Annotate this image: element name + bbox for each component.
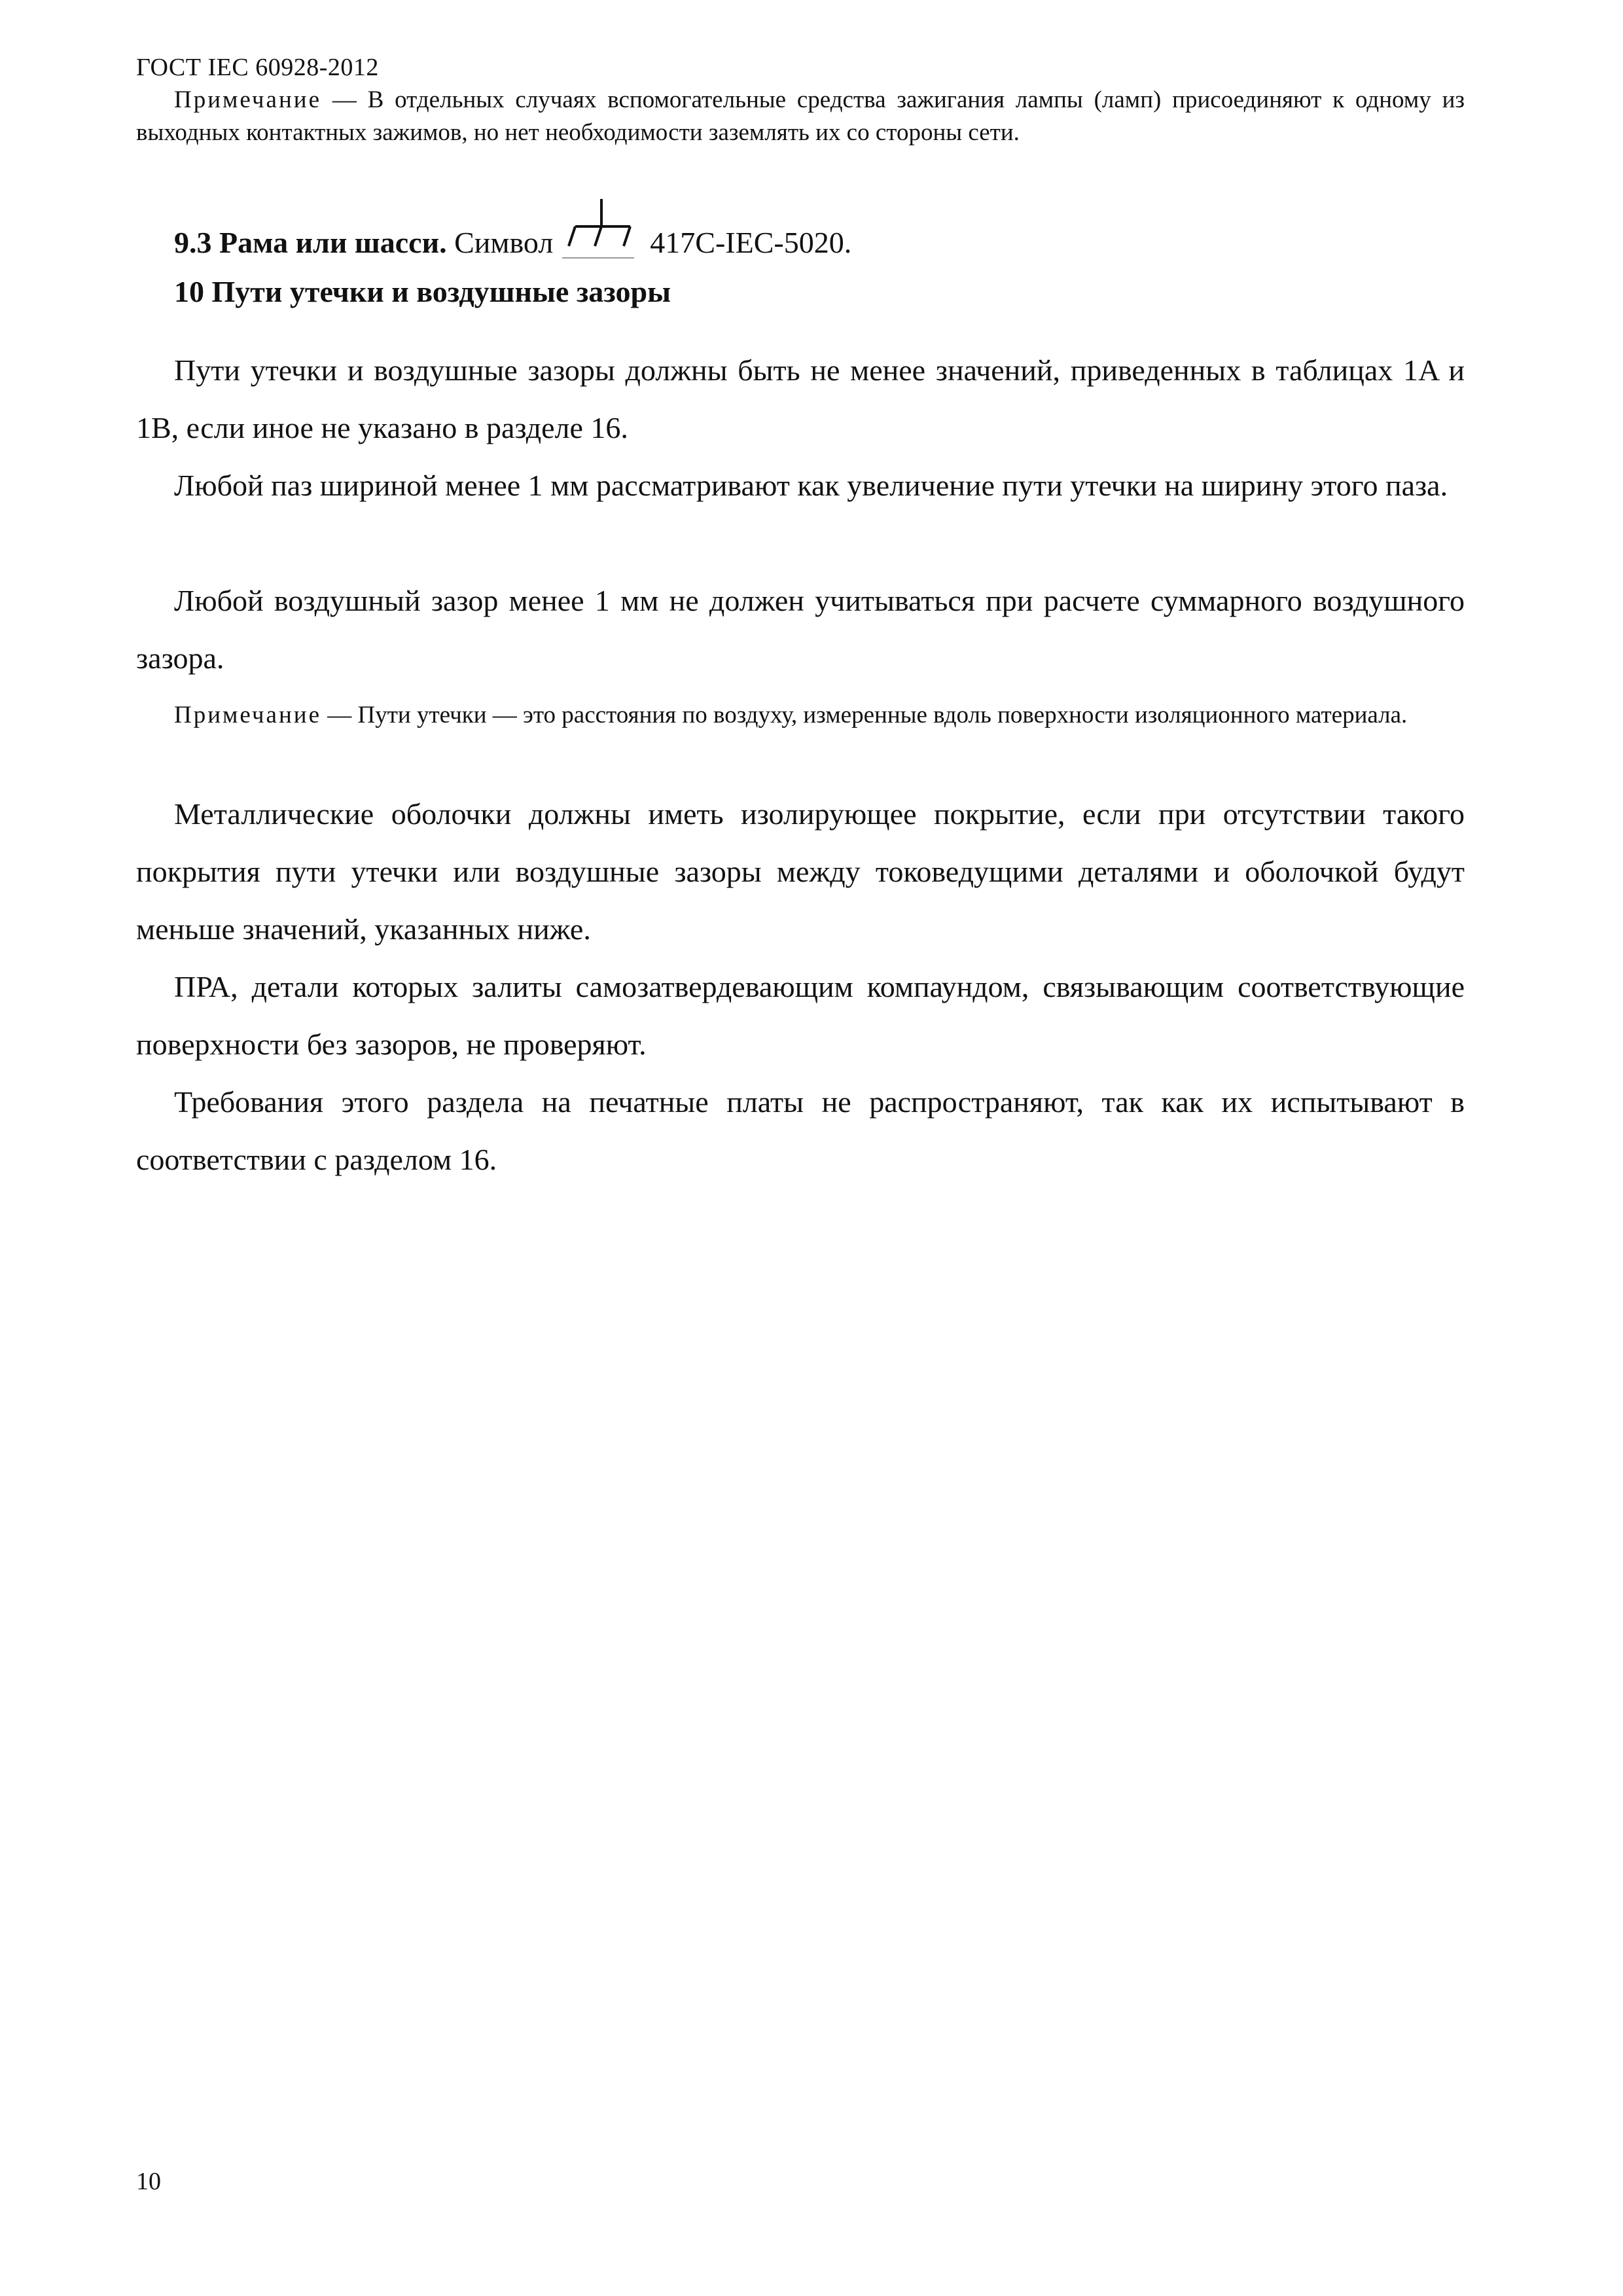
paragraph-text: Любой паз шириной менее 1 мм рассматривают как увеличение пути утечки на ширину этого паза. xyxy=(174,469,1448,502)
page-number: 10 xyxy=(136,2168,161,2195)
note-text: — Пути утечки — это расстояния по воздуху, измеренные вдоль поверхности изоляционного материала. xyxy=(321,702,1408,728)
paragraph xyxy=(136,342,1465,457)
symbol-word: Символ xyxy=(454,226,554,259)
symbol-code: 417C-IEC-5020. xyxy=(650,226,852,259)
paragraph xyxy=(136,958,1465,1073)
note-label: Примечание xyxy=(174,702,321,728)
section-9-3-heading xyxy=(174,196,851,262)
document-header-code: ГОСТ IEC 60928-2012 xyxy=(136,54,379,81)
note-label: Примечание xyxy=(174,86,321,113)
note-text: — В отдельных случаях вспомогательные средства зажигания лампы (ламп) присоединяют к одному из выходных контактных зажимов, но нет необходимости заземлять их со стороны сети. xyxy=(136,86,1465,146)
paragraph-text: ПРА, детали которых залиты самозатвердевающим компаундом, связывающим соответствующие поверхности без зазоров, не проверяют. xyxy=(136,970,1465,1061)
section-9-3-title: 9.3 Рама или шасси. xyxy=(174,226,447,259)
note-middle xyxy=(136,699,1465,732)
paragraph-text: Пути утечки и воздушные зазоры должны быть не менее значений, приведенных в таблицах 1A и 1B, если иное не указано в разделе 16. xyxy=(136,353,1465,444)
paragraph xyxy=(136,457,1465,514)
section-10-heading xyxy=(174,272,671,312)
paragraph xyxy=(136,785,1465,958)
note-top xyxy=(136,84,1465,149)
section-10-title: 10 Пути утечки и воздушные зазоры xyxy=(174,275,671,308)
paragraph-text: Любой воздушный зазор менее 1 мм не должен учитываться при расчете суммарного воздушного зазора. xyxy=(136,584,1465,675)
paragraph-text: Требования этого раздела на печатные платы не распространяют, так как их испытывают в соответствии с разделом 16. xyxy=(136,1085,1465,1176)
paragraph xyxy=(136,572,1465,687)
frame-chassis-symbol-icon xyxy=(558,196,643,262)
paragraph-text: Металлические оболочки должны иметь изолирующее покрытие, если при отсутствии такого покрытия пути утечки или воздушные зазоры между токоведущими деталями и оболочкой будут меньше значений, указанных ниже. xyxy=(136,797,1465,946)
paragraph xyxy=(136,1073,1465,1189)
